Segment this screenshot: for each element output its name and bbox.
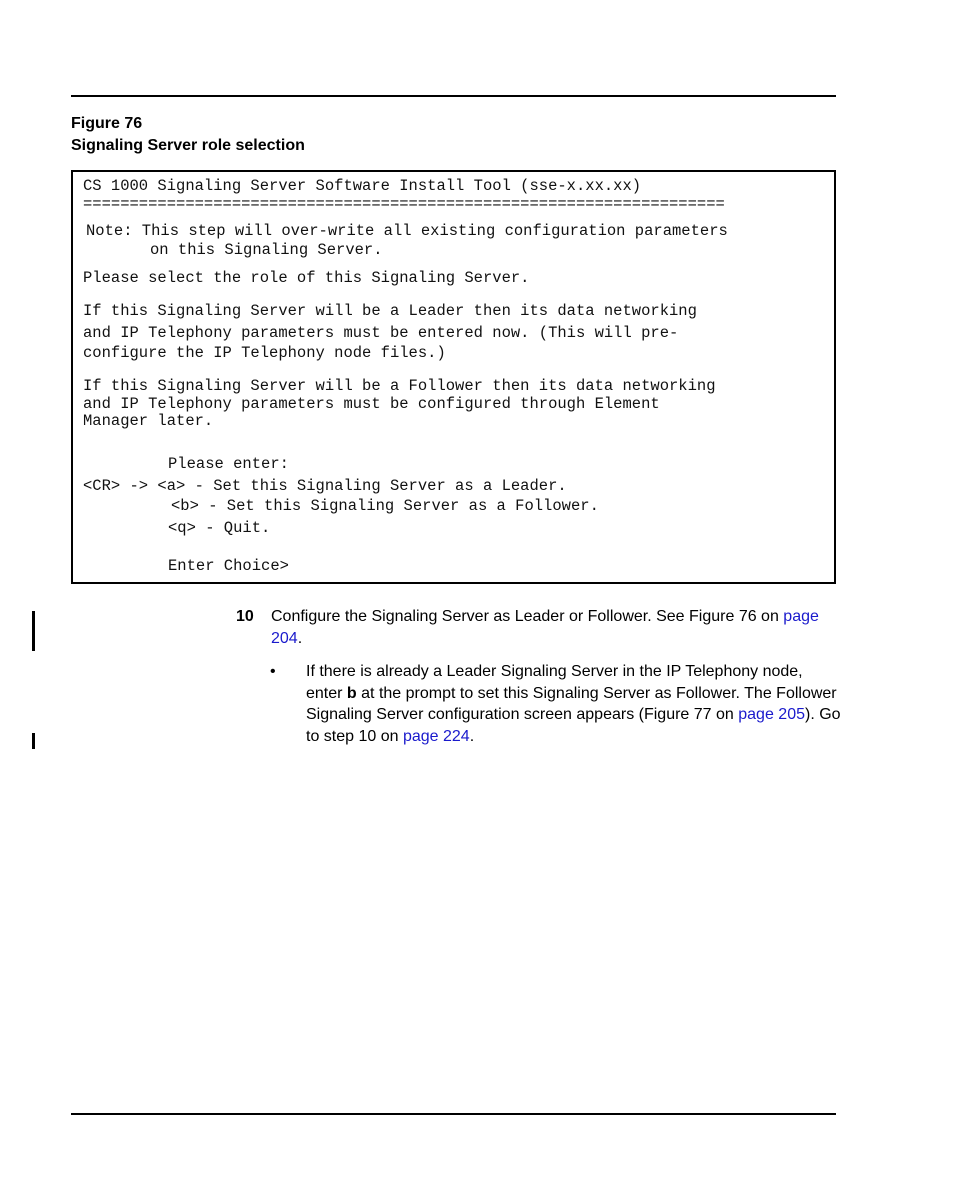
console-line: <CR> -> <a> - Set this Signaling Server as a Leader. (83, 477, 567, 495)
footer-rule (71, 1113, 836, 1115)
console-line: Please select the role of this Signaling Server. (83, 269, 530, 287)
step-number: 10 (236, 608, 254, 625)
step-text-part: . (297, 630, 303, 647)
console-line: CS 1000 Signaling Server Software Install Tool (sse-x.xx.xx) (83, 177, 642, 195)
console-line: ===================================================================== (83, 195, 725, 213)
bullet-text-part: ). Go to step 10 on (306, 706, 841, 745)
console-line: and IP Telephony parameters must be entered now. (This will pre- (83, 324, 679, 342)
page-link[interactable]: page 204 (271, 608, 819, 647)
page-link[interactable]: page 224 (402, 727, 470, 745)
console-line: and IP Telephony parameters must be configured through Element (83, 395, 660, 413)
figure-caption (71, 113, 305, 157)
console-line: on this Signaling Server. (150, 241, 383, 259)
console-line: Enter Choice> (168, 557, 289, 575)
bullet-text-part: at the prompt to set this Signaling Server as Follower. The Follower Signaling Server configuration screen appears (Figure 77 on (306, 684, 837, 723)
console-screen (71, 170, 836, 584)
console-line: Please enter: (168, 455, 289, 473)
console-line: configure the IP Telephony node files.) (83, 344, 446, 362)
page-link[interactable]: page 205 (738, 706, 805, 723)
figure-title: Signaling Server role selection (71, 137, 305, 154)
console-line: <q> - Quit. (168, 519, 271, 537)
bullet-marker: • (270, 663, 276, 680)
header-rule (71, 95, 836, 97)
change-bar (32, 611, 35, 651)
figure-number: Figure 76 (71, 115, 143, 132)
step-text-part: Configure the Signaling Server as Leader or Follower. See Figure 76 on (271, 608, 784, 625)
bullet-text (306, 661, 841, 747)
bullet-text-part: . (469, 727, 475, 745)
bullet-text-part: If there is already a Leader Signaling Server in the IP Telephony node, enter (306, 663, 803, 702)
step-text (271, 606, 836, 650)
bold-key: b (346, 684, 357, 702)
change-bar (32, 733, 35, 749)
console-line: If this Signaling Server will be a Leader then its data networking (83, 302, 697, 320)
console-line: Note: This step will over-write all existing configuration parameters (86, 222, 728, 240)
console-line: <b> - Set this Signaling Server as a Follower. (171, 497, 599, 515)
console-line: Manager later. (83, 412, 214, 430)
console-line: If this Signaling Server will be a Follower then its data networking (83, 377, 716, 395)
